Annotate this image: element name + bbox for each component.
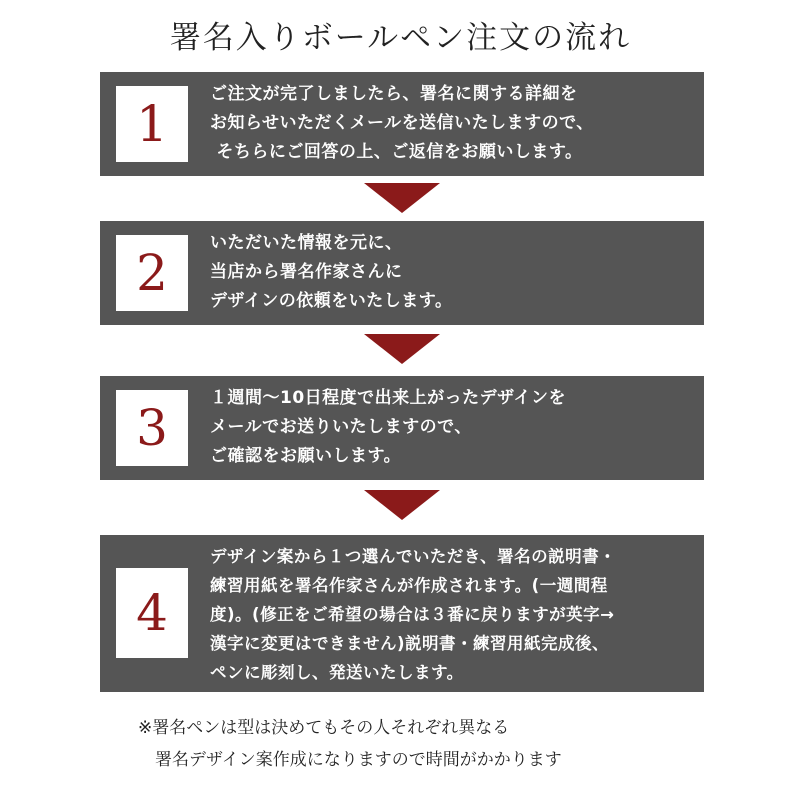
step-4-number: 4 — [116, 568, 188, 658]
step-3-number: 3 — [116, 390, 188, 466]
step-1-panel — [100, 72, 704, 176]
arrow-down-icon — [364, 334, 440, 364]
page-title: 署名入りボールペン注文の流れ — [169, 20, 632, 56]
arrow-down-icon — [364, 183, 440, 213]
step-2-text: いただいた情報を元に、 当店から署名作家さんに デザインの依頼をいたします。 — [210, 233, 453, 311]
footnote: ※署名ペンは型は決めてもその人それぞれ異なる 署名デザイン案作成になりますので時間がかかります — [138, 718, 562, 770]
step-1-number: 1 — [116, 86, 188, 162]
arrow-down-icon — [364, 490, 440, 520]
step-1-text: ご注文が完了しましたら、署名に関する詳細を お知らせいただくメールを送信いたしますので、 そちらにご回答の上、ご返信をお願いします。 — [210, 84, 594, 162]
step-4-panel — [100, 535, 704, 692]
step-3-panel — [100, 376, 704, 480]
step-2-panel — [100, 221, 704, 325]
step-3-text: １週間～10日程度で出来上がったデザインを メールでお送りいたしますので、 ご確認をお願いします。 — [210, 388, 566, 466]
step-4-text: デザイン案から１つ選んでいただき、署名の説明書・ 練習用紙を署名作家さんが作成されます。(一週間程 度)。(修正をご希望の場合は３番に戻りますが英字→ 漢字に変更はできません)説明書・練習用紙完成後、 ペンに彫刻し、発送いたします。 — [210, 547, 617, 682]
step-2-number: 2 — [116, 235, 188, 311]
